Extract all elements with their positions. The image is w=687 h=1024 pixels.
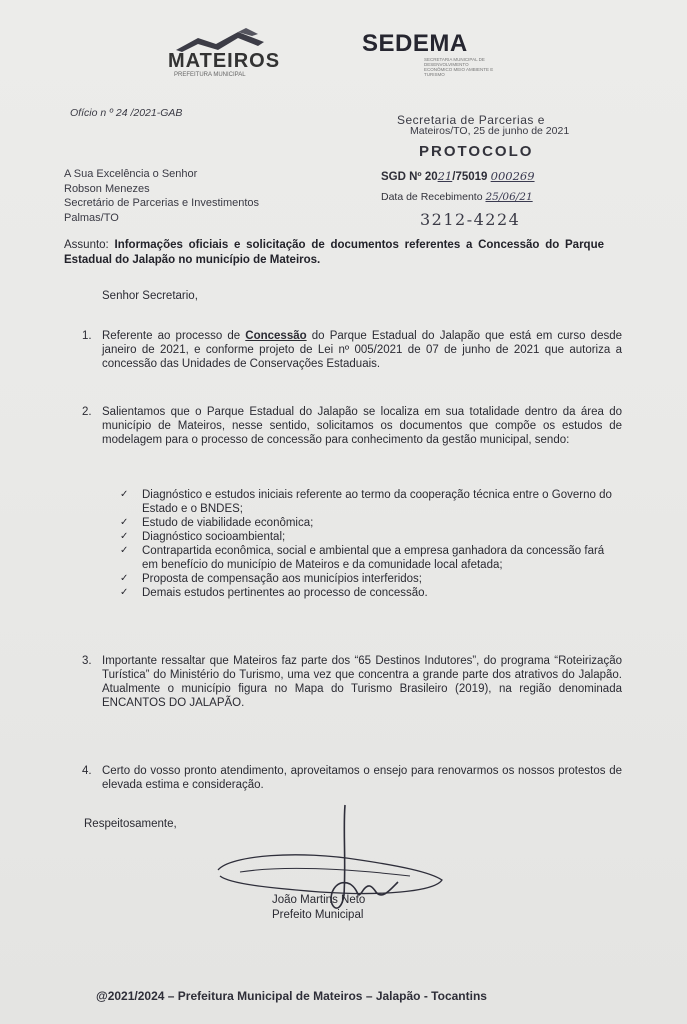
check-icon: ✓	[120, 517, 129, 528]
list-item-text: Proposta de compensação aos municípios interferidos;	[142, 573, 422, 585]
signatory-name: João Martins Neto	[272, 894, 366, 906]
receipt-label: Data de Recebimento	[381, 191, 483, 203]
list-item	[118, 530, 618, 544]
list-item	[118, 516, 618, 530]
signatory-block	[272, 893, 365, 923]
handwritten-phone: 3212-4224	[420, 210, 521, 229]
closing: Respeitosamente,	[84, 818, 177, 830]
stamp-protocolo: PROTOCOLO	[419, 143, 534, 160]
stamp-sgd-number	[381, 169, 535, 183]
list-item	[118, 544, 618, 572]
list-item	[118, 488, 618, 516]
subject-text: Informações oficiais e solicitação de documentos referentes a Concessão do Parque Estadual do Jalapão no município de Mateiros.	[64, 239, 604, 266]
paragraph-number: 2.	[82, 406, 92, 418]
sgd-label: SGD Nº 20	[381, 171, 438, 183]
paragraph-text: Importante ressaltar que Mateiros faz parte dos “65 Destinos Indutores”, do programa “Roteirização Turística” do Ministério do Turismo, uma vez que concentra a grande parte dos atrativos do Jalapão. Atualmente o município figura no Mapa do Turismo Brasileiro (2019), na região denominada ENCANTOS DO JALAPÃO.	[102, 655, 622, 709]
check-icon: ✓	[120, 531, 129, 542]
signatory-title: Prefeito Municipal	[272, 909, 364, 921]
paragraph-2	[82, 405, 622, 465]
check-icon: ✓	[120, 573, 129, 584]
sgd-handwritten-number: 000269	[490, 169, 535, 183]
paragraph-emphasis: Concessão	[245, 330, 307, 342]
requested-documents-list	[118, 488, 618, 600]
stamp-secretaria: Secretaria de Parcerias e	[397, 113, 545, 127]
list-item-text: Contrapartida econômica, social e ambiental que a empresa ganhadora da concessão fará em benefício do município de Mateiros e da comunidade local afetada;	[142, 545, 605, 571]
addressee-block	[64, 167, 259, 225]
addressee-title: Secretário de Parcerias e Investimentos	[64, 197, 260, 209]
paragraph-number: 3.	[82, 655, 92, 667]
sgd-handwritten-year: 21	[437, 169, 453, 183]
check-icon: ✓	[120, 587, 129, 598]
sedema-logo: SEDEMA	[362, 30, 468, 57]
addressee-line: A Sua Excelência o Senhor	[64, 168, 198, 180]
paragraph-text-pre: Referente ao processo de	[102, 330, 246, 342]
mateiros-logo-subtext: PREFEITURA MUNICIPAL	[174, 72, 246, 78]
oficio-number: Ofício n º 24 /2021-GAB	[70, 107, 183, 119]
subject	[64, 238, 604, 268]
receipt-handwritten-date: 25/06/21	[485, 191, 533, 203]
mateiros-logo	[168, 28, 281, 78]
paragraph-number: 1.	[82, 330, 92, 342]
paragraph-text-post: do Parque Estadual do Jalapão que está em curso desde janeiro de 2021, e conforme projeto de Lei nº 005/2021 de 07 de junho de 2021 que autoriza a concessão das Unidades de Conservações Estaduais.	[102, 330, 623, 370]
list-item	[118, 586, 618, 600]
paragraph-1	[82, 329, 622, 389]
list-item	[118, 572, 618, 586]
salutation: Senhor Secretario,	[102, 290, 198, 302]
check-icon: ✓	[120, 489, 129, 500]
paragraph-3	[82, 654, 622, 734]
sgd-middle: /75019	[452, 171, 488, 183]
sedema-logo-subtext: SECRETARIA MUNICIPAL DE DESENVOLVIMENTO ECONÔMICO MEIO AMBIENTE E TURISMO	[424, 57, 494, 77]
stamp-receipt-date	[381, 191, 533, 203]
paragraph-text: Salientamos que o Parque Estadual do Jalapão se localiza em sua totalidade dentro da área do município de Mateiros, nesse sentido, solicitamos os documentos que compõe os estudos de modelagem para o processo de concessão para conhecimento da gestão municipal, sendo:	[102, 406, 622, 446]
document-date: Mateiros/TO, 25 de junho de 2021	[410, 125, 570, 137]
list-item-text: Diagnóstico e estudos iniciais referente ao termo da cooperação técnica entre o Governo do Estado e o BNDES;	[142, 489, 612, 515]
footer: @2021/2024 – Prefeitura Municipal de Mateiros – Jalapão - Tocantins	[96, 989, 487, 1003]
paragraph-text: Certo do vosso pronto atendimento, aproveitamos o ensejo para renovarmos os nossos protestos de elevada estima e consideração.	[102, 765, 622, 791]
subject-label: Assunto:	[64, 239, 109, 251]
mateiros-logo-text: MATEIROS	[168, 50, 281, 72]
list-item-text: Diagnóstico socioambiental;	[142, 531, 286, 543]
addressee-name: Robson Menezes	[64, 182, 150, 195]
list-item-text: Demais estudos pertinentes ao processo de concessão.	[142, 587, 428, 599]
check-icon: ✓	[120, 545, 129, 556]
list-item-text: Estudo de viabilidade econômica;	[142, 517, 314, 529]
paragraph-number: 4.	[82, 765, 92, 777]
paragraph-4	[82, 764, 622, 796]
paragraph-text	[102, 329, 622, 371]
addressee-city: Palmas/TO	[64, 211, 119, 224]
